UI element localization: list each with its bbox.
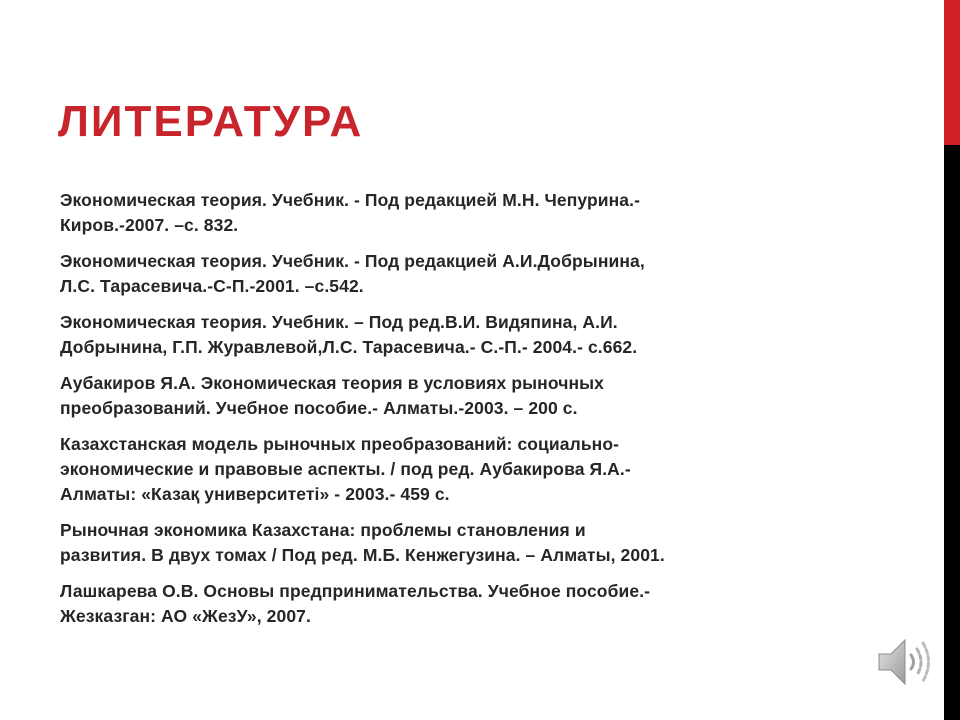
reference-line: Экономическая теория. Учебник. - Под редакцией А.И.Добрынина, (60, 251, 645, 271)
reference-item (60, 371, 850, 421)
accent-bar-bottom (944, 145, 960, 720)
reference-item (60, 310, 850, 360)
reference-item (60, 518, 850, 568)
reference-line: Алматы: «Казақ университеті» - 2003.- 459 с. (60, 484, 450, 504)
reference-line: Казахстанская модель рыночных преобразований: социально- (60, 434, 620, 454)
reference-line: экономические и правовые аспекты. / под ред. Аубакирова Я.А.- (60, 459, 631, 479)
speaker-icon[interactable] (873, 630, 937, 694)
reference-line: Лашкарева О.В. Основы предпринимательства. Учебное пособие.- (60, 581, 651, 601)
reference-line: развития. В двух томах / Под ред. М.Б. Кенжегузина. – Алматы, 2001. (60, 545, 665, 565)
reference-item (60, 579, 850, 629)
reference-item (60, 249, 850, 299)
reference-line: Аубакиров Я.А. Экономическая теория в условиях рыночных (60, 373, 605, 393)
reference-item (60, 188, 850, 238)
reference-line: Жезказган: АО «ЖезУ», 2007. (60, 606, 311, 626)
reference-line: Л.С. Тарасевича.-С-П.-2001. –с.542. (60, 276, 364, 296)
reference-item (60, 432, 850, 507)
accent-bar-top (944, 0, 960, 145)
reference-line: Экономическая теория. Учебник. - Под редакцией М.Н. Чепурина.- (60, 190, 641, 210)
reference-line: Рыночная экономика Казахстана: проблемы становления и (60, 520, 586, 540)
reference-line: Добрынина, Г.П. Журавлевой,Л.С. Тарасевича.- С.-П.- 2004.- с.662. (60, 337, 638, 357)
reference-line: Киров.-2007. –с. 832. (60, 215, 239, 235)
reference-list (60, 188, 850, 640)
reference-line: преобразований. Учебное пособие.- Алматы.-2003. – 200 с. (60, 398, 578, 418)
reference-line: Экономическая теория. Учебник. – Под ред.В.И. Видяпина, А.И. (60, 312, 618, 332)
slide-title: ЛИТЕРАТУРА (58, 97, 364, 146)
